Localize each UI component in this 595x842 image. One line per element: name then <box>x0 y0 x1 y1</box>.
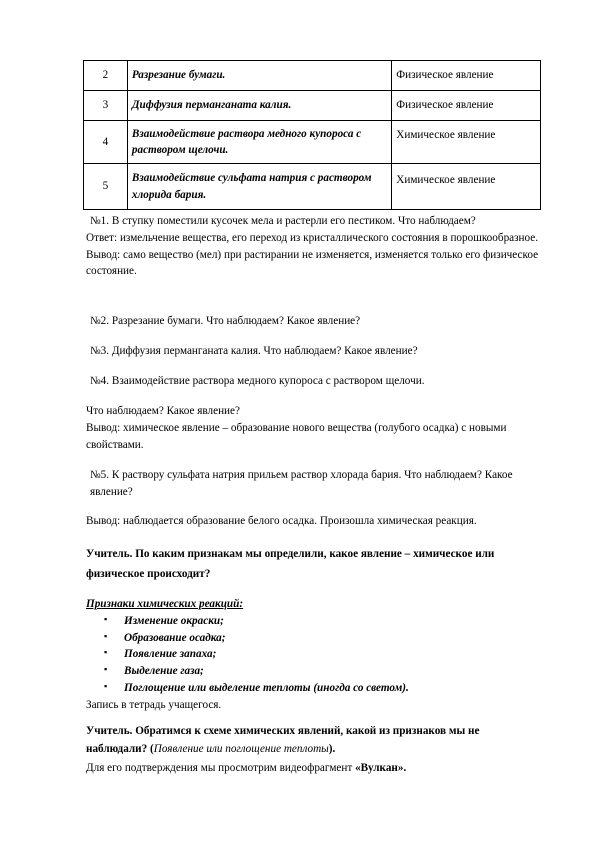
video-text: Для его подтверждения мы просмотрим видеофрагмент <box>86 761 356 774</box>
experiment-4-title: №4. Взаимодействие раствора медного купороса с раствором щелочи. <box>90 375 425 387</box>
list-item: ▪ Изменение окраски; <box>124 613 541 630</box>
experiment-5 <box>86 467 541 501</box>
list-item: ▪ Поглощение или выделение теплоты (иногда со светом). <box>124 680 541 697</box>
list-item: ▪ Появление запаха; <box>124 646 541 663</box>
row-number: 2 <box>84 61 128 91</box>
signs-heading: Признаки химических реакций: <box>86 598 244 610</box>
row-number: 5 <box>84 164 128 210</box>
answer-text: Появление или поглощение теплоты <box>153 743 329 756</box>
row-number: 4 <box>84 121 128 164</box>
exp4-question: Что наблюдаем? Какое явление? <box>86 405 240 417</box>
row-result: Физическое явление <box>392 61 541 91</box>
row-description: Диффузия перманганата калия. <box>127 91 391 121</box>
exp5-conclusion: Вывод: наблюдается образование белого осадка. Произошла химическая реакция. <box>86 515 477 527</box>
video-name: «Вулкан» <box>355 761 404 774</box>
experiment-2: №2. Разрезание бумаги. Что наблюдаем? Какое явление? <box>90 315 361 327</box>
row-number: 3 <box>84 91 128 121</box>
row-description: Взаимодействие раствора медного купороса с раствором щелочи. <box>127 121 391 164</box>
list-item: ▪ Выделение газа; <box>124 663 541 680</box>
experiment-1 <box>86 213 541 280</box>
row-result: Химическое явление <box>392 121 541 164</box>
video-line <box>86 759 541 777</box>
teacher-scheme <box>86 722 541 777</box>
table-row <box>84 121 541 164</box>
video-end: . <box>403 761 407 774</box>
notebook-note: Запись в тетрадь учащегося. <box>86 698 222 711</box>
answer-close: ). <box>328 743 336 756</box>
row-result: Химическое явление <box>392 164 541 210</box>
exp1-conclusion: Вывод: само вещество (мел) при растирании не изменяется, изменяется только его физическое состояние. <box>86 248 539 278</box>
answer-open: ( <box>147 743 154 756</box>
exp5-question: №5. К раствору сульфата натрия прильем раствор хлорада бария. Что наблюдаем? Какое явление? <box>90 469 513 498</box>
table-row <box>84 91 541 121</box>
exp1-question: №1. В ступку поместили кусочек мела и растерли его пестиком. Что наблюдаем? <box>90 215 476 227</box>
experiments-table <box>83 60 541 210</box>
experiment-3: №3. Диффузия перманганата калия. Что наблюдаем? Какое явление? <box>90 345 418 357</box>
list-item: ▪ Образование осадка; <box>124 630 541 647</box>
chemical-signs <box>86 596 541 714</box>
signs-list <box>86 613 541 697</box>
teacher-scheme-text: Учитель. Обратимся к схеме химических явлений, какой из признаков мы не наблюдали? <box>86 725 480 756</box>
table-row <box>84 61 541 91</box>
row-result: Физическое явление <box>392 91 541 121</box>
experiment-4 <box>86 403 541 453</box>
row-description: Разрезание бумаги. <box>127 61 391 91</box>
teacher-question: Учитель. По каким признакам мы определили, какое явление – химическое или физическое происходит? <box>86 548 495 581</box>
exp1-answer: Ответ: измельчение вещества, его переход из кристаллического состояния в порошкообразное. <box>86 231 539 244</box>
table-row <box>84 164 541 210</box>
exp4-conclusion: Вывод: химическое явление – образование нового вещества (голубого осадка) с новыми свойствами. <box>86 421 507 451</box>
row-description: Взаимодействие сульфата натрия с раствором хлорида бария. <box>127 164 391 210</box>
